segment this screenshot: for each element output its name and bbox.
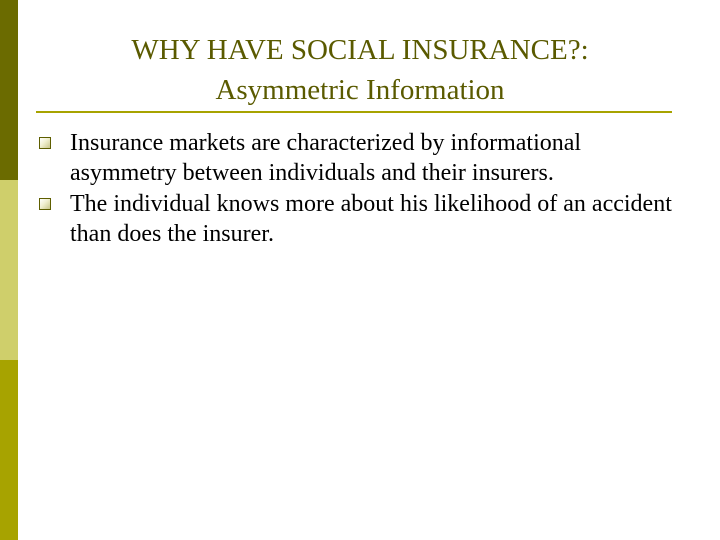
side-accent-segment-bottom (0, 360, 18, 540)
side-accent-segment-middle (0, 180, 18, 360)
slide-title-line1: WHY HAVE SOCIAL INSURANCE?: (131, 34, 589, 66)
bullet-list (36, 128, 686, 250)
bullet-item (36, 128, 686, 188)
slide-title-line2: Asymmetric Information (215, 74, 505, 106)
square-bullet-icon (39, 198, 51, 210)
side-accent-bar (0, 0, 18, 540)
side-accent-segment-top (0, 0, 18, 180)
bullet-text: Insurance markets are characterized by informational asymmetry between individuals and their insurers. (70, 130, 582, 186)
bullet-item (36, 189, 686, 249)
bullet-text: The individual knows more about his likelihood of an accident than does the insurer. (70, 191, 672, 247)
title-divider (36, 111, 672, 113)
slide-title (36, 30, 684, 110)
square-bullet-icon (39, 137, 51, 149)
